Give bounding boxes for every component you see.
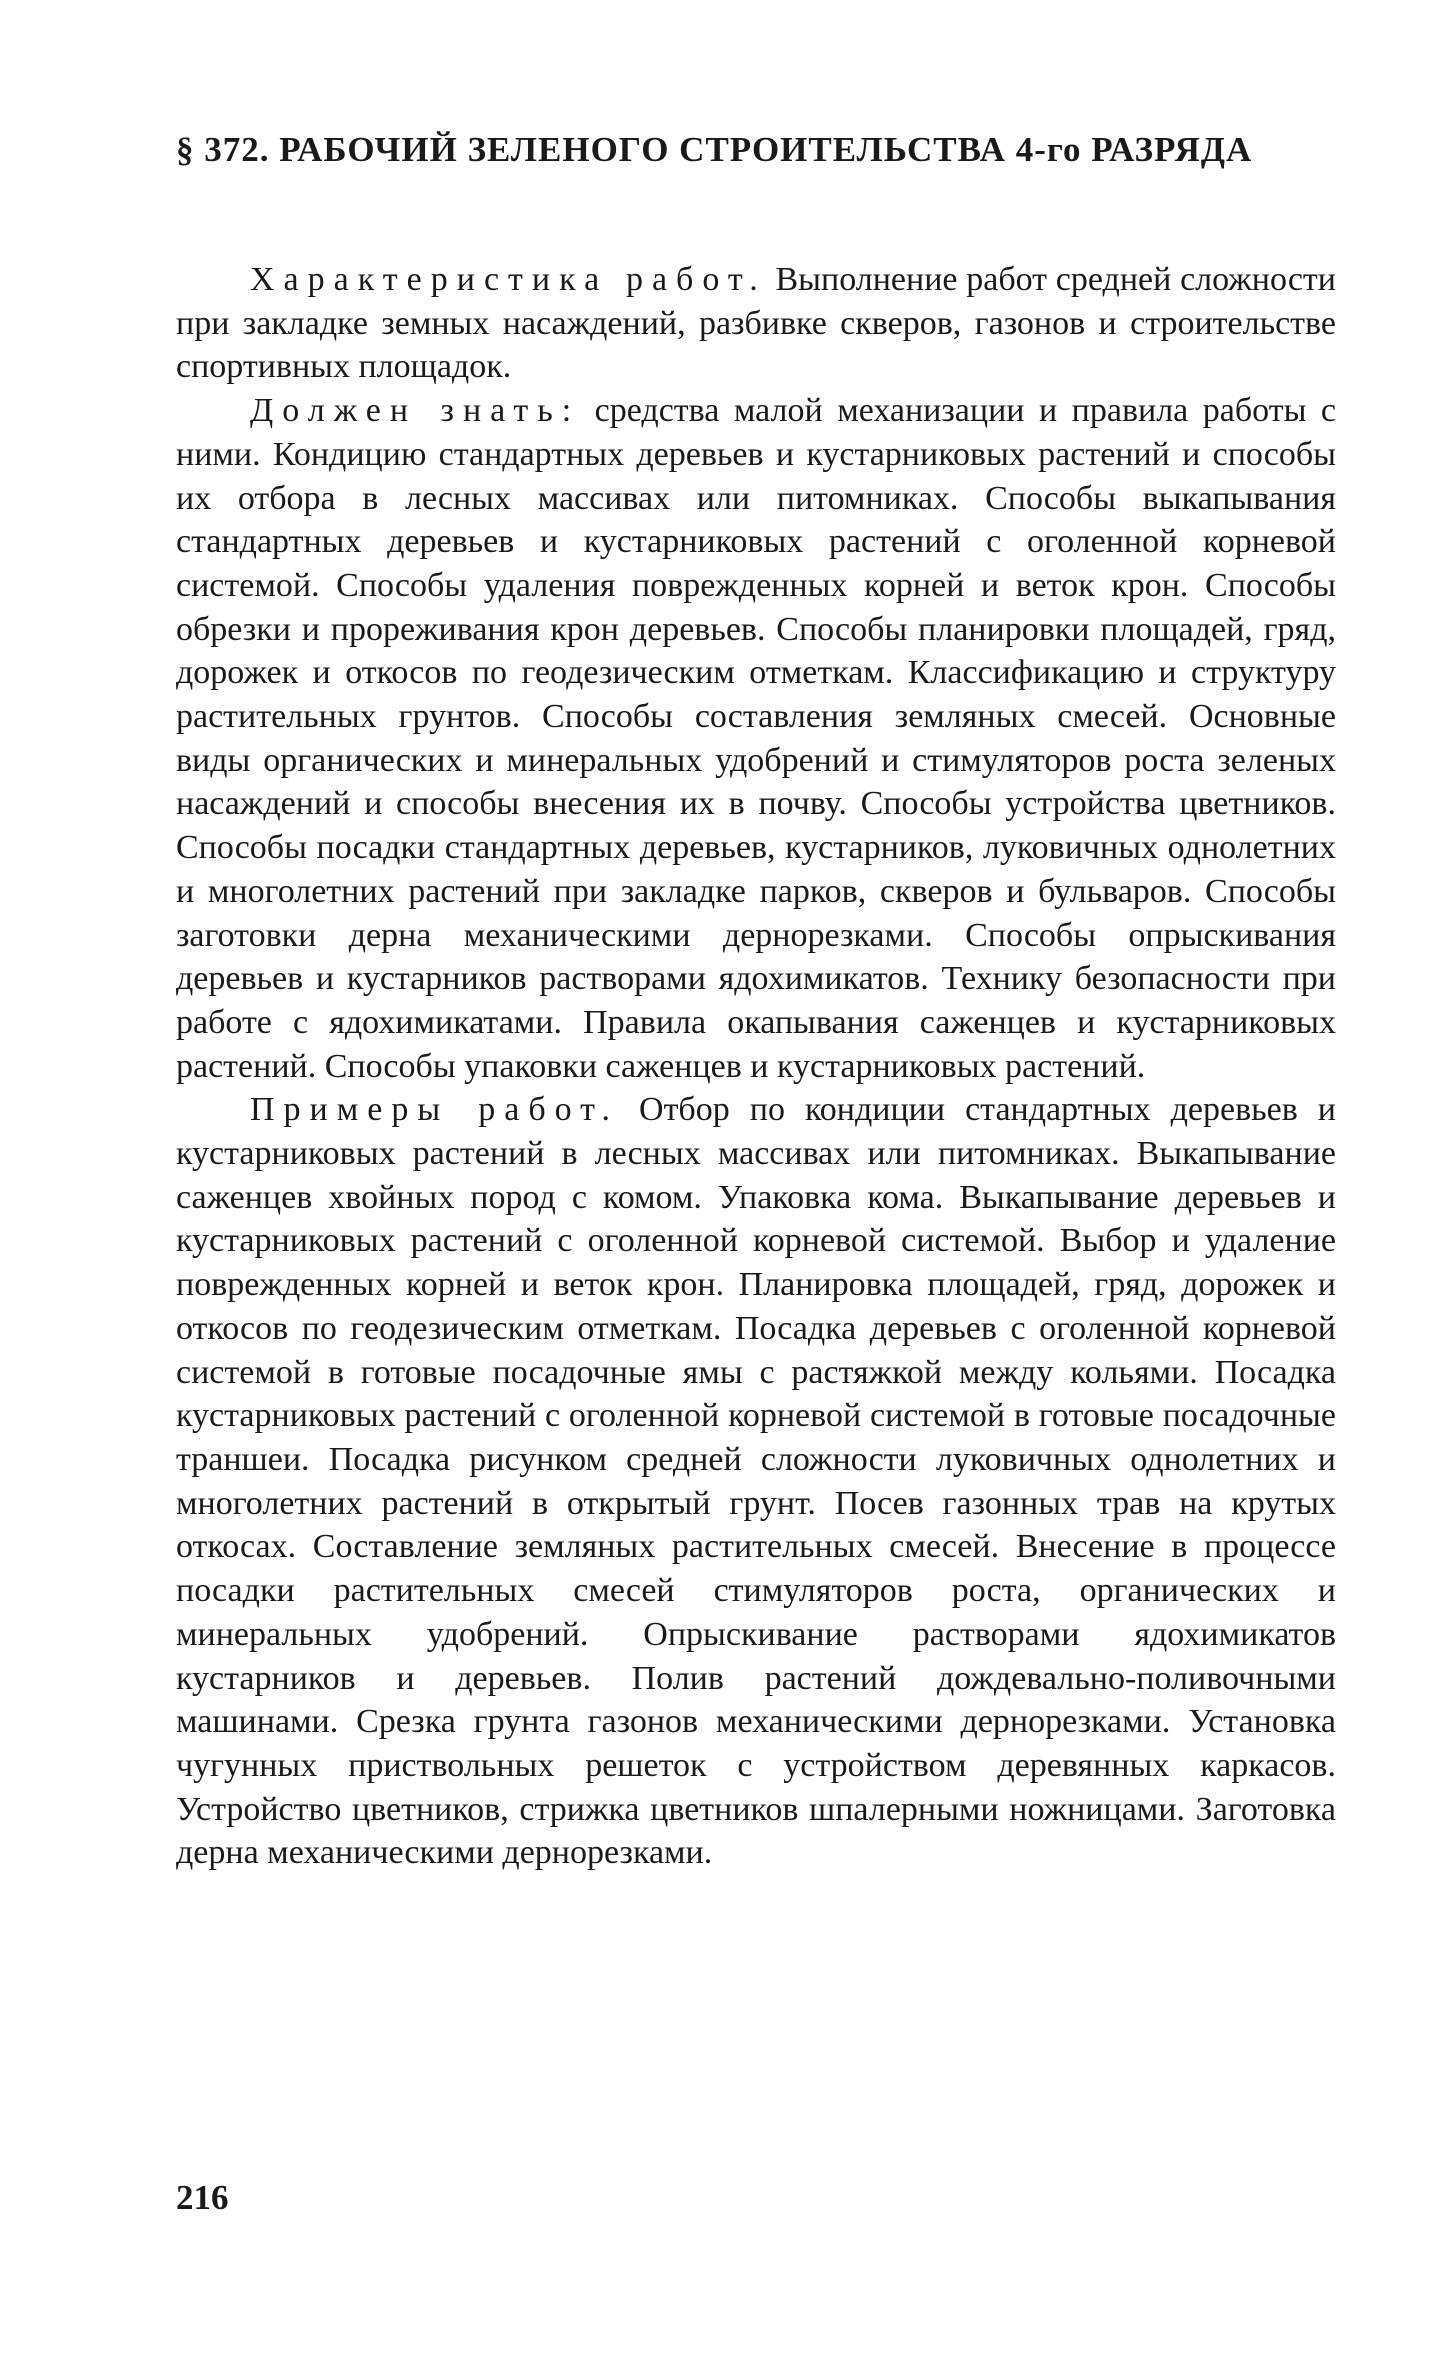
- paragraph-must-know: [176, 389, 1336, 1088]
- paragraph-characteristics: [176, 258, 1336, 389]
- paragraph-lead: Примеры работ.: [250, 1091, 619, 1129]
- page-number: 216: [176, 2178, 229, 2217]
- section-body: [176, 258, 1336, 1875]
- paragraph-text: Отбор по кондиции стандартных деревьев и кустарниковых растений в лесных массивах или питомниках. Выкапывание саженцев хвойных пород с комом. Упаковка кома. Выкапывание деревьев и кустарниковых растений с оголенной корневой системой. Выбор и удаление поврежденных корней и веток крон. Планировка площадей, гряд, дорожек и откосов по геодезическим отметкам. Посадка деревьев с оголенной корневой системой в готовые посадочные ямы с растяжкой между кольями. Посадка кустарниковых растений с оголенной корневой системой в готовые посадочные траншеи. Посадка рисунком средней сложности луковичных однолетних и многолетних растений в открытый грунт. Посев газонных трав на крутых откосах. Составление земляных растительных смесей. Внесение в процессе посадки растительных смесей стимуляторов роста, органических и минеральных удобрений. Опрыскивание растворами ядохимикатов кустарников и деревьев. Полив растений дождевально-поливочными машинами. Срезка грунта газонов механическими дернорезками. Установка чугунных приствольных решеток с устройством деревянных каркасов. Устройство цветников, стрижка цветников шпалерными ножницами. Заготовка дерна механическими дернорезками.: [176, 1091, 1337, 1872]
- section-heading: § 372. РАБОЧИЙ ЗЕЛЕНОГО СТРОИТЕЛЬСТВА 4-го РАЗРЯДА: [176, 130, 1253, 169]
- paragraph-work-examples: [176, 1088, 1336, 1875]
- paragraph-lead: Должен знать:: [250, 392, 581, 430]
- paragraph-text: средства малой механизации и правила работы с ними. Кондицию стандартных деревьев и кустарниковых растений и способы их отбора в лесных массивах или питомниках. Способы выкапывания стандартных деревьев и кустарниковых растений с оголенной корневой системой. Способы удаления поврежденных корней и веток крон. Способы обрезки и прореживания крон деревьев. Способы планировки площадей, гряд, дорожек и откосов по геодезическим отметкам. Классификацию и структуру растительных грунтов. Способы составления земляных смесей. Основные виды органических и минеральных удобрений и стимуляторов роста зеленых насаждений и способы внесения их в почву. Способы устройства цветников. Способы посадки стандартных деревьев, кустарников, луковичных однолетних и многолетних растений при закладке парков, скверов и бульваров. Способы заготовки дерна механическими дернорезками. Способы опрыскивания деревьев и кустарников растворами ядохимикатов. Технику безопасности при работе с ядохимикатами. Правила окапывания саженцев и кустарниковых растений. Способы упаковки саженцев и кустарниковых растений.: [176, 392, 1336, 1085]
- paragraph-text: Выполнение работ средней сложности при закладке земных насаждений, разбивке скверов, газонов и строительстве спортивных площадок.: [176, 261, 1336, 386]
- paragraph-lead: Характеристика работ.: [250, 261, 767, 298]
